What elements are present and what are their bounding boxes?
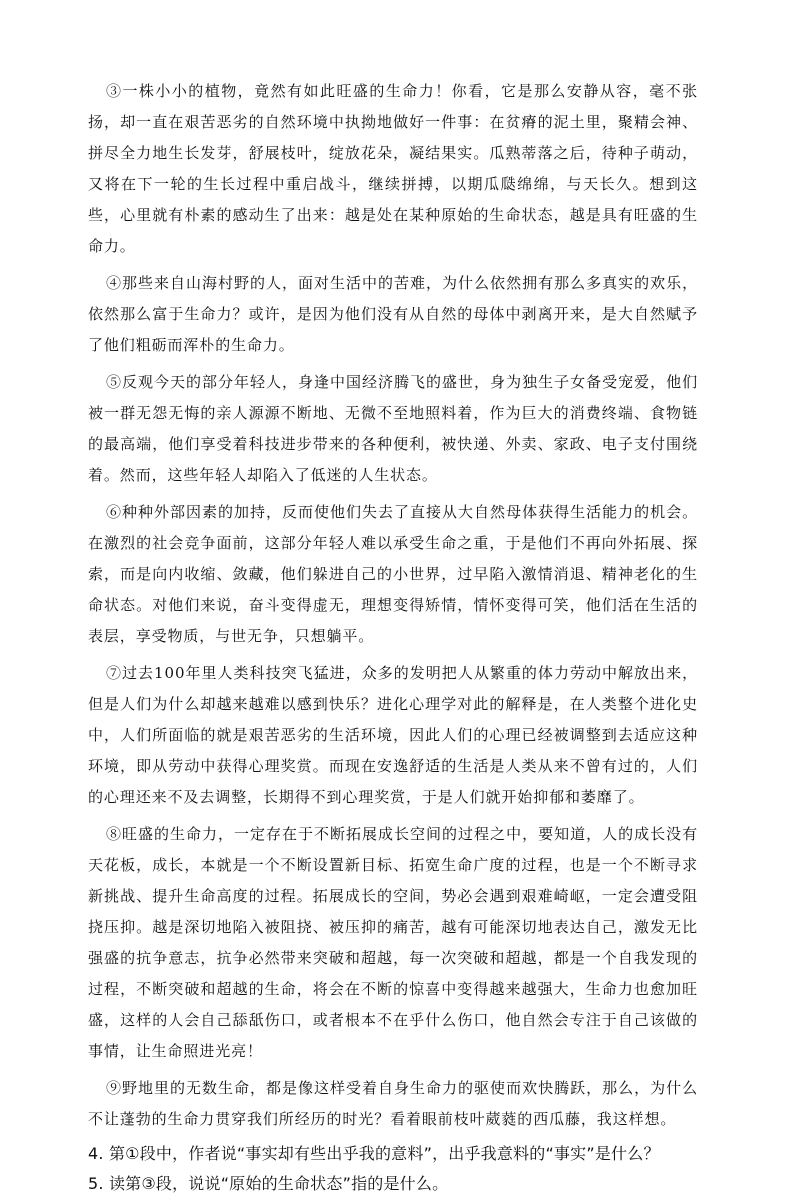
article-body: [88, 76, 698, 1135]
paragraph-4: ④那些来自山海村野的人，面对生活中的苦难，为什么依然拥有那么多真实的欢乐，依然那么富于生命力？或许，是因为他们没有从自然的母体中剥离开来，是大自然赋予了他们粗砺而浑朴的生命力。: [88, 274, 698, 354]
paragraph-7: ⑦过去100年里人类科技突飞猛进，众多的发明把人从繁重的体力劳动中解放出来，但是人们为什么却越来越难以感到快乐？进化心理学对此的解释是，在人类整个进化史中，人们所面临的就是艰苦恶劣的生活环境，因此人们的心理已经被调整到去适应这种环境，即从劳动中获得心理奖赏。而现在安逸舒适的生活是人类从来不曾有过的，人们的心理还来不及去调整，长期得不到心理奖赏，于是人们就开始抑郁和萎靡了。: [88, 664, 698, 806]
paragraph-8: ⑧旺盛的生命力，一定存在于不断拓展成长空间的过程之中，要知道，人的成长没有天花板，成长，本就是一个不断设置新目标、拓宽生命广度的过程，也是一个不断寻求新挑战、提升生命高度的过程。拓展成长的空间，势必会遇到艰难崎岖，一定会遭受阻挠压抑。越是深切地陷入被阻挠、被压抑的痛苦，越有可能深切地表达自己，激发无比强盛的抗争意志，抗争必然带来突破和超越，每一次突破和超越，都是一个自我发现的过程，不断突破和超越的生命，将会在不断的惊喜中变得越来越强大，生命力也愈加旺盛，这样的人会自己舔舐伤口，或者根本不在乎什么伤口，他自然会专注于自己该做的事情，让生命照进光亮！: [88, 825, 698, 1060]
paragraph-5: ⑤反观今天的部分年轻人，身逢中国经济腾飞的盛世，身为独生子女备受宠爱，他们被一群无怨无悔的亲人源源不断地、无微不至地照料着，作为巨大的消费终端、食物链的最高端，他们享受着科技进步带来的各种便利，被快递、外卖、家政、电子支付围绕着。然而，这些年轻人却陷入了低迷的人生状态。: [88, 373, 698, 484]
question-5: 5. 读第③段，说说“原始的生命状态”指的是什么。: [88, 1174, 449, 1193]
paragraph-6: ⑥种种外部因素的加持，反而使他们失去了直接从大自然母体获得生活能力的机会。在激烈的社会竞争面前，这部分年轻人难以承受生命之重，于是他们不再向外拓展、探索，而是向内收缩、敛藏，他们躲进自己的小世界，过早陷入激情消退、精神老化的生命状态。对他们来说，奋斗变得虚无，理想变得矫情，情怀变得可笑，他们活在生活的表层，享受物质，与世无争，只想躺平。: [88, 503, 698, 645]
question-4: 4. 第①段中，作者说“事实却有些出乎我的意料”，出乎我意料的“事实”是什么？: [88, 1144, 660, 1163]
paragraph-3: ③一株小小的植物，竟然有如此旺盛的生命力！你看，它是那么安静从容，毫不张扬，却一直在艰苦恶劣的自然环境中执拗地做好一件事：在贫瘠的泥土里，聚精会神、拼尽全力地生长发芽，舒展枝叶，绽放花朵，凝结果实。瓜熟蒂落之后，待种子萌动，又将在下一轮的生长过程中重启战斗，继续拼搏，以期瓜瓞绵绵，与天长久。想到这些，心里就有朴素的感动生了出来：越是处在某种原始的生命状态，越是具有旺盛的生命力。: [88, 82, 698, 255]
paragraph-9: ⑨野地里的无数生命，都是像这样受着自身生命力的驱使而欢快腾跃，那么，为什么不让蓬勃的生命力贯穿我们所经历的时光？看着眼前枝叶葳蕤的西瓜藤，我这样想。: [88, 1079, 698, 1128]
question-list: [88, 1139, 698, 1199]
